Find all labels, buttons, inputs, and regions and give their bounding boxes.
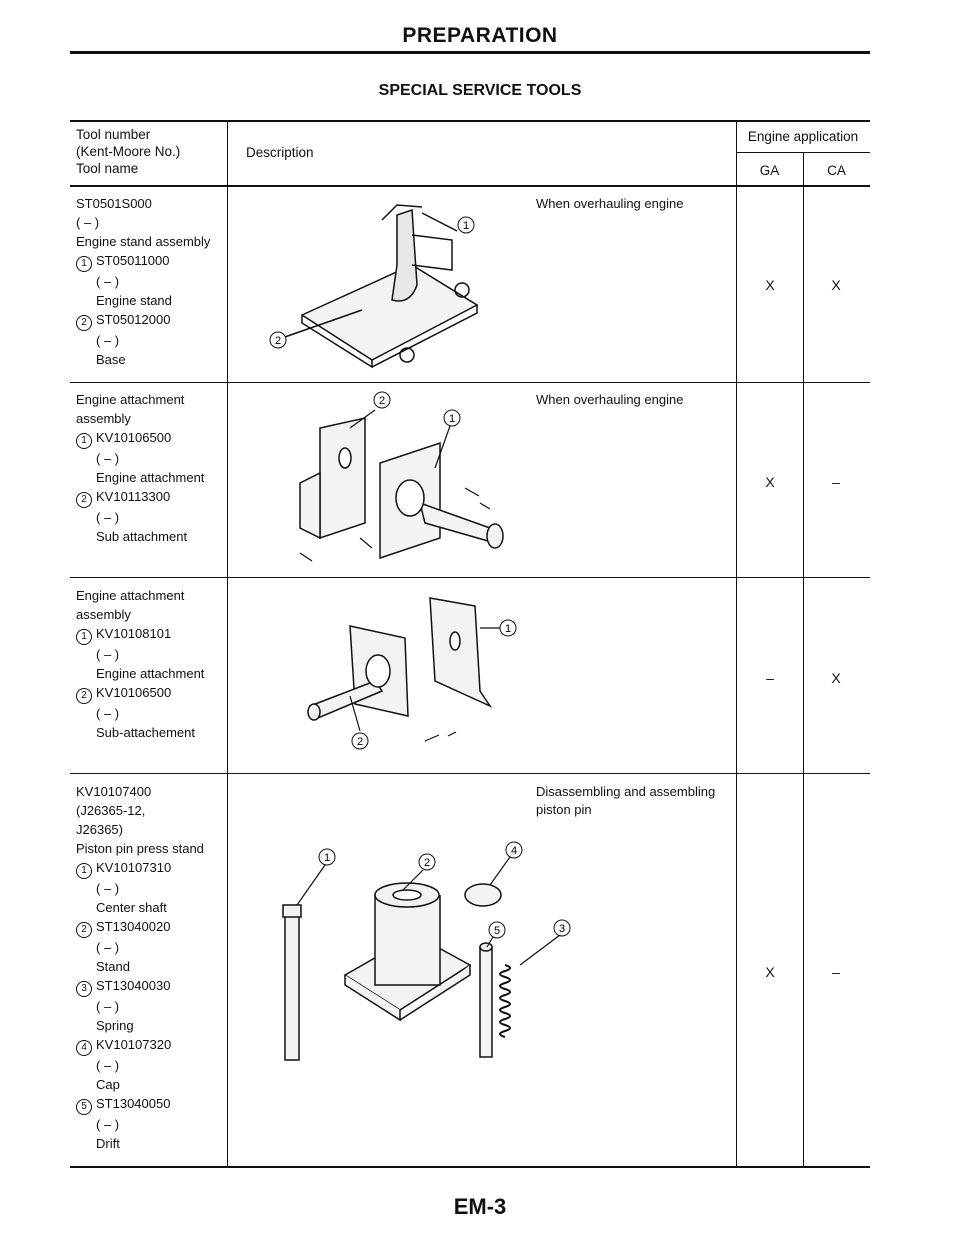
tool-line-text: ( – ) [96, 1117, 120, 1132]
tool-line [76, 1056, 204, 1075]
page-number: EM-3 [453, 1194, 507, 1219]
tool-line [76, 723, 204, 742]
svg-text:1: 1 [504, 623, 512, 635]
tool-part-number [76, 683, 204, 704]
tool-line-text: KV10107310 [96, 860, 172, 875]
tool-line [76, 645, 204, 664]
tool-part-number [76, 976, 204, 997]
item-number-badge: 1 [76, 433, 92, 449]
ca-mark: X [831, 670, 841, 686]
tool-line-text: ST0501S000 [76, 196, 152, 211]
tool-line [76, 194, 210, 213]
row-divider [70, 577, 870, 578]
tool-line [76, 820, 204, 839]
tool-part-number [76, 310, 210, 331]
tool-line-text: KV10106500 [96, 685, 172, 700]
tool-line [76, 879, 204, 898]
tool-line-text: ST05012000 [96, 312, 171, 327]
tool-line-text: Center shaft [96, 900, 167, 915]
tool-line [76, 213, 210, 232]
tool-line [76, 527, 204, 546]
tool-line [76, 1134, 204, 1153]
item-number-badge: 2 [76, 922, 92, 938]
tool-line [76, 508, 204, 527]
tool-header-line: Tool name [76, 161, 139, 176]
tool-line-text: (J26365-12, [76, 803, 146, 818]
tool-line-text: assembly [76, 411, 131, 426]
callout-1 [444, 410, 460, 426]
callout-4 [506, 842, 522, 858]
tool-line-text: KV10106500 [96, 430, 172, 445]
tool-line [76, 1075, 204, 1094]
ga-mark: X [765, 277, 775, 293]
tool-line-text: KV10107320 [96, 1037, 172, 1052]
tool-line-text: KV10107400 [76, 784, 152, 799]
item-number-badge: 1 [76, 629, 92, 645]
tool-part-number [76, 1035, 204, 1056]
tool-part-number [76, 487, 204, 508]
tool-line [76, 605, 204, 624]
item-number-badge: 2 [76, 492, 92, 508]
item-number-badge: 1 [76, 256, 92, 272]
svg-text:5: 5 [493, 925, 501, 937]
svg-text:1: 1 [448, 413, 456, 425]
tool-line [76, 232, 210, 251]
bottom-rule [70, 1166, 870, 1168]
engine-attachment-ca-illustration [290, 586, 530, 766]
ca-header: CA [827, 163, 846, 178]
tool-line-text: ( – ) [76, 215, 100, 230]
item-number-badge: 3 [76, 981, 92, 997]
item-number-badge: 2 [76, 315, 92, 331]
page-title: PREPARATION [402, 24, 558, 47]
tool-part-number [76, 917, 204, 938]
tool-line [76, 1115, 204, 1134]
tool-line-text: Sub-attachement [96, 725, 196, 740]
col-divider [803, 152, 804, 1168]
engine-application-header: Engine application [747, 129, 859, 144]
tool-line-text: ( – ) [96, 881, 120, 896]
tool-line [76, 409, 204, 428]
usage-note: When overhauling engine [536, 392, 684, 407]
tool-cell-3 [76, 586, 204, 742]
tool-line-text: ( – ) [96, 274, 120, 289]
row-divider [70, 773, 870, 774]
tool-part-number [76, 251, 210, 272]
tool-line-text: Stand [96, 959, 130, 974]
ca-mark: – [832, 964, 840, 980]
usage-note: Disassembling and assembling piston pin [536, 784, 716, 817]
svg-text:3: 3 [558, 923, 566, 935]
tool-line-text: Engine stand [96, 293, 172, 308]
tool-line [76, 957, 204, 976]
tool-line-text: Piston pin press stand [76, 841, 204, 856]
row-divider [70, 382, 870, 383]
tool-line-text: Sub attachment [96, 529, 188, 544]
tool-line-text: J26365) [76, 822, 123, 837]
tool-line [76, 350, 210, 369]
tool-line-text: Engine attachment [76, 392, 185, 407]
callout-2 [419, 854, 435, 870]
tool-line-text: ST13040020 [96, 919, 171, 934]
callout-2 [270, 332, 286, 348]
tool-line-text: ( – ) [96, 706, 120, 721]
callout-3 [554, 920, 570, 936]
tool-line-text: Engine stand assembly [76, 234, 211, 249]
tool-line [76, 782, 204, 801]
tool-line [76, 291, 210, 310]
tool-line [76, 586, 204, 605]
tool-part-number [76, 624, 204, 645]
tool-line-text: Drift [96, 1136, 120, 1151]
tool-line-text: ST05011000 [96, 253, 170, 268]
svg-text:2: 2 [378, 395, 386, 407]
ga-mark: – [766, 670, 774, 686]
description-header: Description [246, 145, 314, 160]
tool-line [76, 801, 204, 820]
tool-line-text: Cap [96, 1077, 120, 1092]
item-number-badge: 1 [76, 863, 92, 879]
tool-part-number [76, 428, 204, 449]
tool-line-text: ST13040050 [96, 1096, 171, 1111]
tool-line-text: ( – ) [96, 451, 120, 466]
engine-attachment-illustration [280, 388, 520, 573]
tool-cell-2 [76, 390, 204, 546]
tool-line-text: Engine attachment [96, 470, 205, 485]
tool-line-text: ( – ) [96, 999, 120, 1014]
callout-1 [319, 849, 335, 865]
tool-cell-4 [76, 782, 204, 1153]
col-divider [227, 120, 228, 1168]
tool-line [76, 390, 204, 409]
tool-part-number [76, 858, 204, 879]
tool-line [76, 839, 204, 858]
tool-line [76, 331, 210, 350]
tool-line-text: assembly [76, 607, 131, 622]
engine-stand-illustration [262, 195, 522, 375]
tool-line [76, 1016, 204, 1035]
col-divider [736, 120, 737, 1168]
tool-header-line: (Kent-Moore No.) [76, 144, 181, 159]
tool-line-text: ( – ) [96, 940, 120, 955]
tool-line-text: ( – ) [96, 1058, 120, 1073]
tool-line [76, 272, 210, 291]
tool-line [76, 664, 204, 683]
item-number-badge: 4 [76, 1040, 92, 1056]
tool-line-text: Base [96, 352, 126, 367]
piston-pin-press-stand-illustration [265, 835, 585, 1085]
ca-mark: X [831, 277, 841, 293]
ga-mark: X [765, 474, 775, 490]
svg-text:2: 2 [423, 857, 431, 869]
tool-line [76, 898, 204, 917]
section-subtitle: SPECIAL SERVICE TOOLS [378, 82, 582, 99]
header-rule [70, 185, 870, 187]
title-rule [70, 51, 870, 54]
tool-line [76, 468, 204, 487]
callout-1 [458, 217, 474, 233]
callout-5 [489, 922, 505, 938]
tool-header [76, 126, 180, 177]
svg-text:2: 2 [274, 335, 282, 347]
ga-header: GA [759, 163, 780, 178]
item-number-badge: 2 [76, 688, 92, 704]
usage-note: When overhauling engine [536, 196, 684, 211]
tool-cell-1 [76, 194, 210, 369]
tool-line-text: Engine attachment [76, 588, 185, 603]
tool-line-text: Engine attachment [96, 666, 205, 681]
tool-line [76, 704, 204, 723]
svg-text:1: 1 [323, 852, 331, 864]
tool-line-text: ( – ) [96, 333, 120, 348]
table-top-rule [70, 120, 870, 122]
callout-2 [352, 733, 368, 749]
callout-1 [500, 620, 516, 636]
tool-header-line: Tool number [76, 127, 151, 142]
tool-line-text: KV10108101 [96, 626, 172, 641]
svg-text:4: 4 [510, 845, 518, 857]
tool-line-text: ST13040030 [96, 978, 171, 993]
callout-2 [374, 392, 390, 408]
item-number-badge: 5 [76, 1099, 92, 1115]
tool-line [76, 938, 204, 957]
ca-mark: – [832, 474, 840, 490]
ga-mark: X [765, 964, 775, 980]
tool-line [76, 997, 204, 1016]
svg-text:1: 1 [462, 220, 470, 232]
tool-line-text: ( – ) [96, 647, 120, 662]
tool-line-text: KV10113300 [96, 489, 171, 504]
tool-part-number [76, 1094, 204, 1115]
tool-line-text: ( – ) [96, 510, 120, 525]
tool-line [76, 449, 204, 468]
tool-line-text: Spring [96, 1018, 134, 1033]
svg-text:2: 2 [356, 736, 364, 748]
